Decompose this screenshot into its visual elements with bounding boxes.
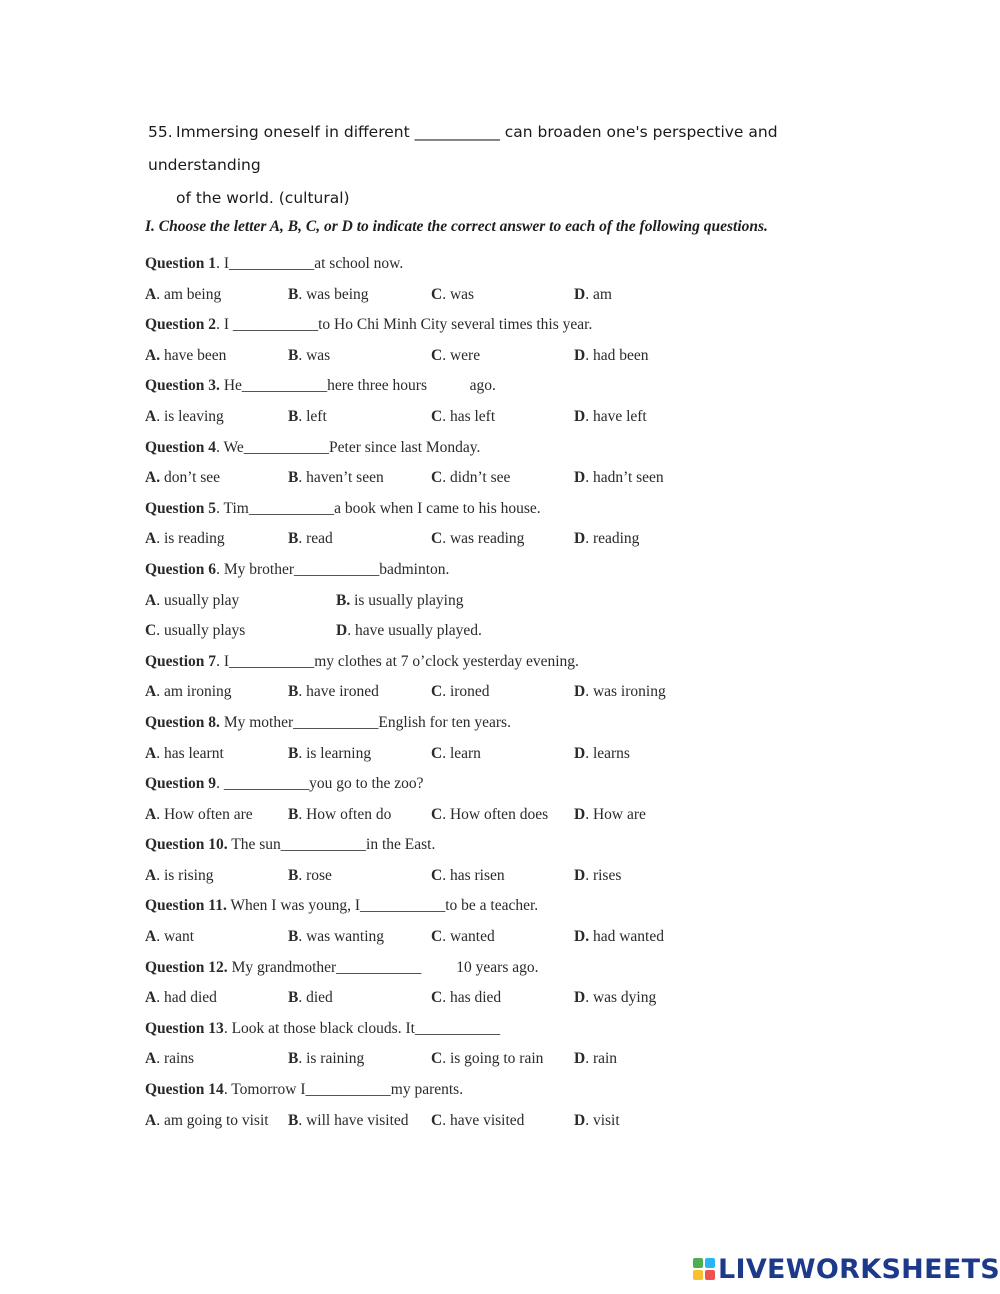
- option-text: . was: [442, 285, 475, 303]
- answer-option[interactable]: [145, 280, 221, 311]
- section-title: I. Choose the letter A, B, C, or D to indicate the correct answer to each of the following questions.: [145, 218, 768, 235]
- answer-option[interactable]: [145, 341, 226, 372]
- option-text: . learns: [585, 744, 630, 762]
- option-letter: A: [145, 866, 157, 884]
- answer-option[interactable]: [431, 1106, 524, 1137]
- option-letter: C: [431, 1111, 443, 1129]
- question-text: . We___________Peter since last Monday.: [216, 438, 481, 456]
- answer-option[interactable]: [288, 1044, 364, 1075]
- answer-options-row: [145, 1106, 620, 1137]
- answer-options-row: [145, 524, 640, 555]
- option-text: . is reading: [156, 530, 225, 548]
- option-text: . ironed: [442, 683, 490, 701]
- question-label: Question 14: [145, 1081, 224, 1099]
- option-letter: C: [431, 530, 443, 548]
- question-text: My mother___________English for ten years.: [219, 713, 511, 731]
- option-letter: C: [431, 928, 443, 946]
- option-text: . has learnt: [156, 744, 224, 762]
- option-text: . usually plays: [156, 622, 246, 640]
- answer-option[interactable]: [145, 739, 224, 770]
- answer-option[interactable]: [336, 616, 482, 647]
- option-text: . have usually played.: [347, 622, 482, 640]
- option-letter: B: [288, 285, 299, 303]
- answer-option[interactable]: [431, 1044, 543, 1075]
- answer-option[interactable]: [145, 586, 239, 617]
- option-letter: D: [574, 407, 586, 425]
- option-letter: A: [145, 805, 157, 823]
- question-label: Question 7: [145, 652, 217, 670]
- answer-option[interactable]: [145, 616, 245, 647]
- option-letter: A.: [145, 469, 161, 487]
- answer-option[interactable]: [145, 1106, 269, 1137]
- option-text: . rises: [585, 866, 622, 884]
- option-letter: B: [288, 866, 299, 884]
- option-text: . has risen: [442, 866, 505, 884]
- question-label: Question 11.: [145, 897, 227, 915]
- question-label: Question 4: [145, 438, 217, 456]
- option-letter: C: [431, 744, 443, 762]
- option-text: . wanted: [442, 928, 495, 946]
- option-text: don’t see: [160, 469, 221, 487]
- answer-option[interactable]: [145, 524, 225, 555]
- option-text: . was wanting: [298, 928, 385, 946]
- answer-option[interactable]: [574, 1044, 617, 1075]
- option-letter: D.: [574, 928, 590, 946]
- question-55-number: 55.: [148, 123, 173, 141]
- answer-option[interactable]: [145, 677, 232, 708]
- option-text: . is learning: [298, 744, 372, 762]
- question-text: . I ___________to Ho Chi Minh City several times this year.: [216, 316, 593, 334]
- option-letter: D: [574, 744, 586, 762]
- option-text: . didn’t see: [442, 469, 511, 487]
- option-text: is usually playing: [350, 591, 464, 609]
- option-text: . want: [156, 928, 195, 946]
- question-line: [145, 1075, 592, 1106]
- option-letter: A: [145, 744, 157, 762]
- question-55-text: Immersing oneself in different ___________ can broaden one's perspective and understanding: [148, 123, 778, 174]
- option-letter: C: [145, 622, 157, 640]
- option-letter: B: [288, 407, 299, 425]
- answer-option[interactable]: [145, 861, 213, 892]
- option-letter: C: [431, 989, 443, 1007]
- answer-options-row: [145, 739, 630, 770]
- question-label: Question 3.: [145, 377, 220, 395]
- option-text: . was reading: [442, 530, 525, 548]
- option-text: . read: [298, 530, 333, 548]
- question-text: . Look at those black clouds. It___________: [223, 1019, 501, 1037]
- answer-options-row: [145, 922, 664, 953]
- question-line: [145, 555, 592, 586]
- answer-options-row: [145, 861, 622, 892]
- option-text: . am going to visit: [156, 1111, 269, 1129]
- option-letter: B: [288, 805, 299, 823]
- option-text: . have left: [585, 407, 647, 425]
- question-text: He___________here three hours ago.: [219, 377, 496, 395]
- option-text: . is going to rain: [442, 1050, 544, 1068]
- question-label: Question 2: [145, 316, 217, 334]
- option-letter: A: [145, 1111, 157, 1129]
- answer-option[interactable]: [336, 586, 463, 617]
- question-55-line-1: [148, 116, 888, 182]
- answer-option[interactable]: [574, 280, 612, 311]
- answer-option[interactable]: [574, 524, 639, 555]
- answer-option[interactable]: [574, 341, 648, 372]
- answer-option[interactable]: [574, 861, 621, 892]
- question-label: Question 13: [145, 1019, 224, 1037]
- answer-option[interactable]: [288, 341, 330, 372]
- answer-option[interactable]: [288, 1106, 409, 1137]
- answer-option[interactable]: [288, 922, 384, 953]
- option-letter: B: [288, 744, 299, 762]
- option-text: have been: [160, 346, 227, 364]
- option-letter: A: [145, 285, 157, 303]
- option-text: . reading: [585, 530, 640, 548]
- option-letter: D: [336, 622, 348, 640]
- option-letter: C: [431, 1050, 443, 1068]
- option-text: . How often do: [298, 805, 392, 823]
- option-letter: B: [288, 1050, 299, 1068]
- answer-option[interactable]: [574, 739, 630, 770]
- option-letter: B: [288, 469, 299, 487]
- option-text: . died: [298, 989, 333, 1007]
- option-letter: B: [288, 1111, 299, 1129]
- option-text: . was: [298, 346, 331, 364]
- question-label: Question 6: [145, 560, 217, 578]
- option-text: . left: [298, 407, 327, 425]
- option-letter: D: [574, 530, 586, 548]
- question-line: [145, 647, 592, 678]
- answer-option[interactable]: [288, 983, 333, 1014]
- answer-option[interactable]: [431, 524, 524, 555]
- question-label: Question 1: [145, 255, 217, 272]
- option-text: . rains: [156, 1050, 195, 1068]
- question-line: [145, 249, 592, 280]
- option-letter: C: [431, 285, 443, 303]
- option-text: . is rising: [156, 866, 214, 884]
- option-letter: C: [431, 469, 443, 487]
- option-letter: D: [574, 346, 586, 364]
- option-letter: D: [574, 683, 586, 701]
- option-text: . was dying: [585, 989, 657, 1007]
- answer-options-row: [145, 983, 657, 1014]
- answer-option[interactable]: [431, 402, 495, 433]
- option-letter: A: [145, 530, 157, 548]
- answer-option[interactable]: [431, 983, 501, 1014]
- option-letter: A: [145, 928, 157, 946]
- answer-option[interactable]: [431, 922, 495, 953]
- option-letter: A: [145, 683, 157, 701]
- option-text: . visit: [585, 1111, 620, 1129]
- answer-options-row: [145, 280, 612, 311]
- option-text: . hadn’t seen: [585, 469, 664, 487]
- question-text: . ___________you go to the zoo?: [216, 775, 424, 793]
- option-text: . has left: [442, 407, 496, 425]
- option-text: . How are: [585, 805, 646, 823]
- answer-option[interactable]: [431, 677, 490, 708]
- option-text: had wanted: [589, 928, 664, 946]
- liveworksheets-logo: [693, 1252, 1000, 1286]
- option-text: . was ironing: [585, 683, 666, 701]
- option-letter: B: [288, 530, 299, 548]
- question-line: [145, 433, 592, 464]
- option-letter: B: [288, 989, 299, 1007]
- option-text: . had been: [585, 346, 649, 364]
- option-letter: D: [574, 866, 586, 884]
- answer-option[interactable]: [431, 341, 480, 372]
- answer-option[interactable]: [574, 463, 664, 494]
- option-text: . am: [585, 285, 612, 303]
- question-line: [145, 494, 592, 525]
- question-55: [148, 116, 888, 215]
- question-line: [145, 769, 592, 800]
- answer-option[interactable]: [574, 677, 666, 708]
- answer-options-row: [145, 586, 592, 617]
- option-letter: C: [431, 346, 443, 364]
- answer-option[interactable]: [574, 1106, 620, 1137]
- answer-option[interactable]: [145, 463, 220, 494]
- option-text: . is leaving: [156, 407, 224, 425]
- answer-option[interactable]: [288, 800, 391, 831]
- question-label: Question 10.: [145, 836, 228, 854]
- option-text: . rose: [298, 866, 332, 884]
- question-line: [145, 310, 592, 341]
- answer-option[interactable]: [145, 1044, 194, 1075]
- logo-mark-icon: [693, 1258, 715, 1280]
- question-line: [145, 891, 592, 922]
- option-letter: C: [431, 805, 443, 823]
- option-text: . learn: [442, 744, 481, 762]
- answer-option[interactable]: [288, 524, 333, 555]
- option-letter: B: [288, 928, 299, 946]
- answer-option[interactable]: [574, 402, 647, 433]
- option-text: . usually play: [156, 591, 240, 609]
- option-letter: C: [431, 866, 443, 884]
- question-text: My grandmother___________ 10 years ago.: [227, 958, 539, 976]
- question-text: . Tim___________a book when I came to his house.: [216, 499, 541, 517]
- option-letter: A: [145, 591, 157, 609]
- question-line: [145, 708, 592, 739]
- brand-name: LIVEWORKSHEETS: [718, 1253, 1000, 1285]
- option-text: . How often are: [156, 805, 253, 823]
- answer-option[interactable]: [431, 280, 474, 311]
- option-letter: B: [288, 683, 299, 701]
- answer-options-row: [145, 1044, 618, 1075]
- question-text: . My brother___________badminton.: [216, 560, 450, 578]
- question-line: [145, 1014, 592, 1045]
- option-text: . am being: [156, 285, 222, 303]
- answer-option[interactable]: [288, 280, 369, 311]
- answer-option[interactable]: [288, 677, 379, 708]
- option-letter: A: [145, 1050, 157, 1068]
- answer-options-row: [145, 463, 664, 494]
- answer-option[interactable]: [431, 739, 481, 770]
- answer-option[interactable]: [574, 800, 646, 831]
- option-letter: D: [574, 469, 586, 487]
- answer-option[interactable]: [145, 922, 194, 953]
- option-letter: A: [145, 989, 157, 1007]
- option-letter: C: [431, 407, 443, 425]
- answer-option[interactable]: [145, 402, 224, 433]
- question-label: Question 9: [145, 775, 217, 793]
- answer-option[interactable]: [145, 983, 217, 1014]
- option-letter: C: [431, 683, 443, 701]
- option-text: . haven’t seen: [298, 469, 384, 487]
- question-text: . I___________at school now.: [216, 255, 404, 272]
- answer-options-row: [145, 616, 592, 647]
- option-text: . rain: [585, 1050, 618, 1068]
- option-text: . were: [442, 346, 481, 364]
- answer-option[interactable]: [574, 983, 656, 1014]
- answer-option[interactable]: [288, 739, 371, 770]
- answer-options-row: [145, 402, 647, 433]
- option-text: . had died: [156, 989, 217, 1007]
- option-text: . was being: [298, 285, 369, 303]
- question-line: [145, 371, 592, 402]
- question-line: [145, 830, 592, 861]
- answer-options-row: [145, 800, 646, 831]
- option-letter: A: [145, 407, 157, 425]
- answer-option[interactable]: [288, 402, 327, 433]
- option-text: . will have visited: [298, 1111, 409, 1129]
- answer-options-row: [145, 677, 666, 708]
- answer-options-row: [145, 341, 649, 372]
- answer-option[interactable]: [431, 800, 548, 831]
- option-text: . have visited: [442, 1111, 525, 1129]
- question-text: The sun___________in the East.: [227, 836, 436, 854]
- question-text: When I was young, I___________to be a teacher.: [226, 897, 539, 915]
- option-letter: A.: [145, 346, 161, 364]
- question-label: Question 8.: [145, 713, 220, 731]
- answer-option[interactable]: [288, 861, 332, 892]
- question-list: [145, 249, 666, 1136]
- answer-option[interactable]: [574, 922, 664, 953]
- option-text: . is raining: [298, 1050, 365, 1068]
- question-55-line-2: of the world. (cultural): [176, 189, 350, 207]
- option-text: . have ironed: [298, 683, 379, 701]
- answer-option[interactable]: [431, 861, 505, 892]
- question-text: . Tomorrow I___________my parents.: [223, 1081, 464, 1099]
- question-label: Question 5: [145, 499, 217, 517]
- option-letter: D: [574, 1111, 586, 1129]
- question-line: [145, 953, 592, 984]
- answer-option[interactable]: [145, 800, 253, 831]
- answer-option[interactable]: [431, 463, 510, 494]
- question-label: Question 12.: [145, 958, 228, 976]
- question-text: . I___________my clothes at 7 o’clock yesterday evening.: [216, 652, 579, 670]
- option-letter: D: [574, 989, 586, 1007]
- option-text: . am ironing: [156, 683, 232, 701]
- option-text: . has died: [442, 989, 502, 1007]
- answer-option[interactable]: [288, 463, 384, 494]
- option-letter: B.: [336, 591, 351, 609]
- option-letter: B: [288, 346, 299, 364]
- option-text: . How often does: [442, 805, 549, 823]
- option-letter: D: [574, 285, 586, 303]
- option-letter: D: [574, 1050, 586, 1068]
- option-letter: D: [574, 805, 586, 823]
